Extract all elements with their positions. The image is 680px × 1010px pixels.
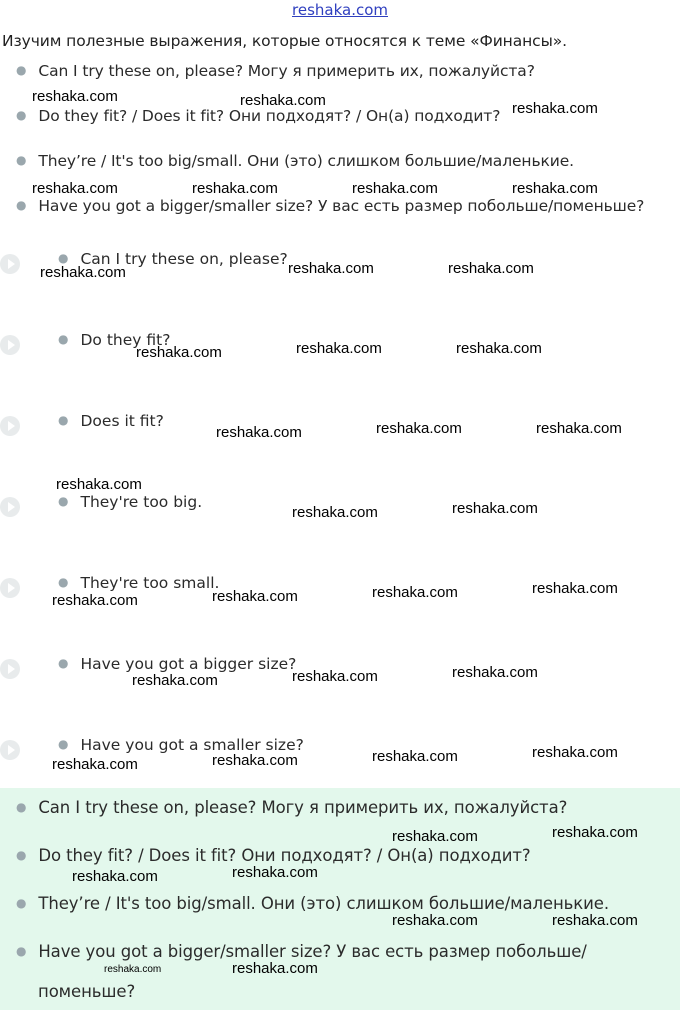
watermark: reshaka.com [392, 912, 478, 929]
watermark: reshaka.com [552, 912, 638, 929]
list-item: ● Have you got a bigger/smaller size? У вас есть размер побольше/поменьше? [16, 197, 645, 215]
watermark: reshaka.com [32, 88, 118, 105]
audio-label: ● Have you got a smaller size? [58, 736, 304, 754]
watermark: reshaka.com [192, 180, 278, 197]
summary-item: ● Have you got a bigger/smaller size? У вас есть размер побольше/ [16, 942, 587, 961]
watermark: reshaka.com [56, 476, 142, 493]
watermark: reshaka.com [292, 668, 378, 685]
list-item: ● They’re / It's too big/small. Они (это) слишком большие/маленькие. [16, 152, 575, 170]
watermark: reshaka.com [212, 752, 298, 769]
watermark: reshaka.com [296, 340, 382, 357]
watermark: reshaka.com [52, 756, 138, 773]
play-icon[interactable] [0, 254, 20, 274]
bullet-dot-icon: ● [16, 153, 27, 167]
watermark: reshaka.com [552, 824, 638, 841]
audio-label: ● Can I try these on, please? [58, 250, 288, 268]
list-item: ● Do they fit? / Does it fit? Они подходят? / Он(а) подходит? [16, 107, 501, 125]
watermark: reshaka.com [376, 420, 462, 437]
bullet-dot-icon: ● [16, 944, 27, 958]
bullet-dot-icon: ● [16, 848, 27, 862]
watermark: reshaka.com [448, 260, 534, 277]
watermark: reshaka.com [136, 344, 222, 361]
watermark: reshaka.com [232, 864, 318, 881]
play-icon[interactable] [0, 740, 20, 760]
bullet-dot-icon: ● [58, 332, 69, 346]
play-icon[interactable] [0, 497, 20, 517]
watermark: reshaka.com [352, 180, 438, 197]
watermark: reshaka.com [372, 748, 458, 765]
watermark: reshaka.com [536, 420, 622, 437]
bullet-dot-icon: ● [58, 413, 69, 427]
watermark: reshaka.com [392, 828, 478, 845]
bullet-dot-icon: ● [16, 800, 27, 814]
summary-item: ● They’re / It's too big/small. Они (это) слишком большие/маленькие. [16, 894, 609, 913]
play-icon[interactable] [0, 578, 20, 598]
watermark: reshaka.com [132, 672, 218, 689]
bullet-dot-icon: ● [16, 198, 27, 212]
watermark: reshaka.com [52, 592, 138, 609]
watermark: reshaka.com [232, 960, 318, 977]
audio-label: ● Do they fit? [58, 331, 171, 349]
summary-item-continuation: поменьше? [38, 982, 136, 1001]
audio-label: ● Have you got a bigger size? [58, 655, 297, 673]
intro-text: Изучим полезные выражения, которые относятся к теме «Финансы». [2, 32, 567, 50]
watermark: reshaka.com [452, 500, 538, 517]
watermark: reshaka.com [456, 340, 542, 357]
list-item: ● Can I try these on, please? Могу я примерить их, пожалуйста? [16, 62, 535, 80]
watermark: reshaka.com [40, 264, 126, 281]
bullet-dot-icon: ● [58, 494, 69, 508]
bullet-dot-icon: ● [16, 108, 27, 122]
watermark: reshaka.com [72, 868, 158, 885]
site-link[interactable]: reshaka.com [292, 1, 388, 19]
audio-label: ● They're too big. [58, 493, 203, 511]
watermark: reshaka.com [104, 964, 162, 975]
play-icon[interactable] [0, 416, 20, 436]
summary-item: ● Do they fit? / Does it fit? Они подходят? / Он(а) подходит? [16, 846, 531, 865]
watermark: reshaka.com [512, 100, 598, 117]
watermark: reshaka.com [240, 92, 326, 109]
watermark: reshaka.com [512, 180, 598, 197]
watermark: reshaka.com [288, 260, 374, 277]
watermark: reshaka.com [32, 180, 118, 197]
watermark: reshaka.com [212, 588, 298, 605]
bullet-dot-icon: ● [58, 656, 69, 670]
play-icon[interactable] [0, 659, 20, 679]
bullet-dot-icon: ● [16, 63, 27, 77]
audio-label: ● Does it fit? [58, 412, 164, 430]
bullet-dot-icon: ● [58, 251, 69, 265]
watermark: reshaka.com [532, 580, 618, 597]
bullet-dot-icon: ● [16, 896, 27, 910]
watermark: reshaka.com [452, 664, 538, 681]
watermark: reshaka.com [532, 744, 618, 761]
play-icon[interactable] [0, 335, 20, 355]
watermark: reshaka.com [372, 584, 458, 601]
bullet-dot-icon: ● [58, 575, 69, 589]
summary-item: ● Can I try these on, please? Могу я примерить их, пожалуйста? [16, 798, 568, 817]
watermark: reshaka.com [292, 504, 378, 521]
audio-label: ● They're too small. [58, 574, 220, 592]
watermark: reshaka.com [216, 424, 302, 441]
bullet-dot-icon: ● [58, 737, 69, 751]
